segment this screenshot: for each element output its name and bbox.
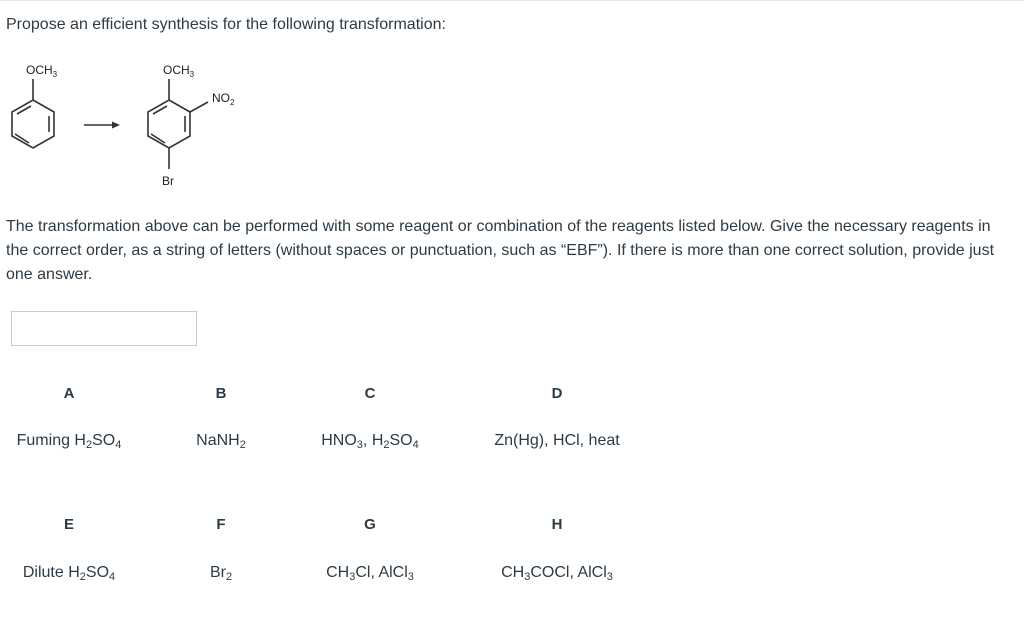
formula-text: SO [92,432,116,449]
option-reagent-b [196,432,246,450]
top-divider [0,0,1024,1]
formula-subscript: 3 [407,571,414,583]
answer-input[interactable] [11,311,197,346]
product-structure [148,79,208,169]
option-letter-e: E [63,516,75,533]
formula-text: NaNH [196,432,240,449]
formula-subscript: 3 [524,571,531,583]
formula-text: Zn(Hg), HCl, heat [494,432,620,449]
formula-subscript: 3 [356,439,363,451]
product-nitro-label: $NO_2$ [212,91,235,107]
formula-subscript: 3 [606,571,613,583]
option-reagent-g [326,564,414,582]
formula-subscript: 3 [349,571,356,583]
option-reagent-d [494,432,619,450]
formula-subscript: 4 [115,439,122,451]
formula-subscript: 2 [79,571,86,583]
formula-subscript: 4 [412,439,419,451]
formula-text: Dilute H [22,564,80,581]
product-bromo-label: Br [162,174,174,188]
formula-subscript: 4 [109,571,116,583]
option-letter-h: H [551,516,563,533]
reaction-arrow [84,122,120,129]
formula-text: Fuming H [16,432,86,449]
formula-text: COCl, AlCl [530,564,607,581]
formula-text: CH [326,564,350,581]
formula-subscript: 2 [239,439,246,451]
option-letter-f: F [216,516,226,533]
formula-text: CH [501,564,525,581]
formula-text: SO [389,432,413,449]
reactant-structure [12,79,54,148]
question-prompt: Propose an efficient synthesis for the following transformation: [6,16,446,33]
formula-text: Br [209,564,226,581]
option-letter-b: B [215,385,227,402]
reaction-scheme [0,55,270,195]
option-reagent-f [210,564,232,582]
formula-text: Cl, AlCl [355,564,408,581]
formula-subscript: 2 [85,439,93,451]
option-letter-a: A [63,385,75,402]
product-methoxy-label: $OCH_3$ [163,63,195,79]
option-reagent-e [23,564,115,582]
option-letter-g: G [364,516,376,533]
reactant-methoxy-label: $OCH_3$ [26,63,58,79]
formula-text: HNO [321,432,357,449]
formula-text: , H [362,432,384,449]
formula-subscript: 2 [225,571,233,583]
option-reagent-c [321,432,419,450]
option-reagent-a [17,432,122,450]
question-instructions: The transformation above can be performed with some reagent or combination of the reagents listed below. Give the necessary reagents in the correct order, as a string of letters (without spaces or punctuation, such as “EBF”). If there is more than one correct solution, provide just one answer. [6,218,995,283]
option-letter-d: D [551,385,563,402]
formula-text: SO [85,564,110,581]
option-letter-c: C [364,385,376,402]
formula-subscript: 2 [383,439,390,451]
option-reagent-h [501,564,613,582]
